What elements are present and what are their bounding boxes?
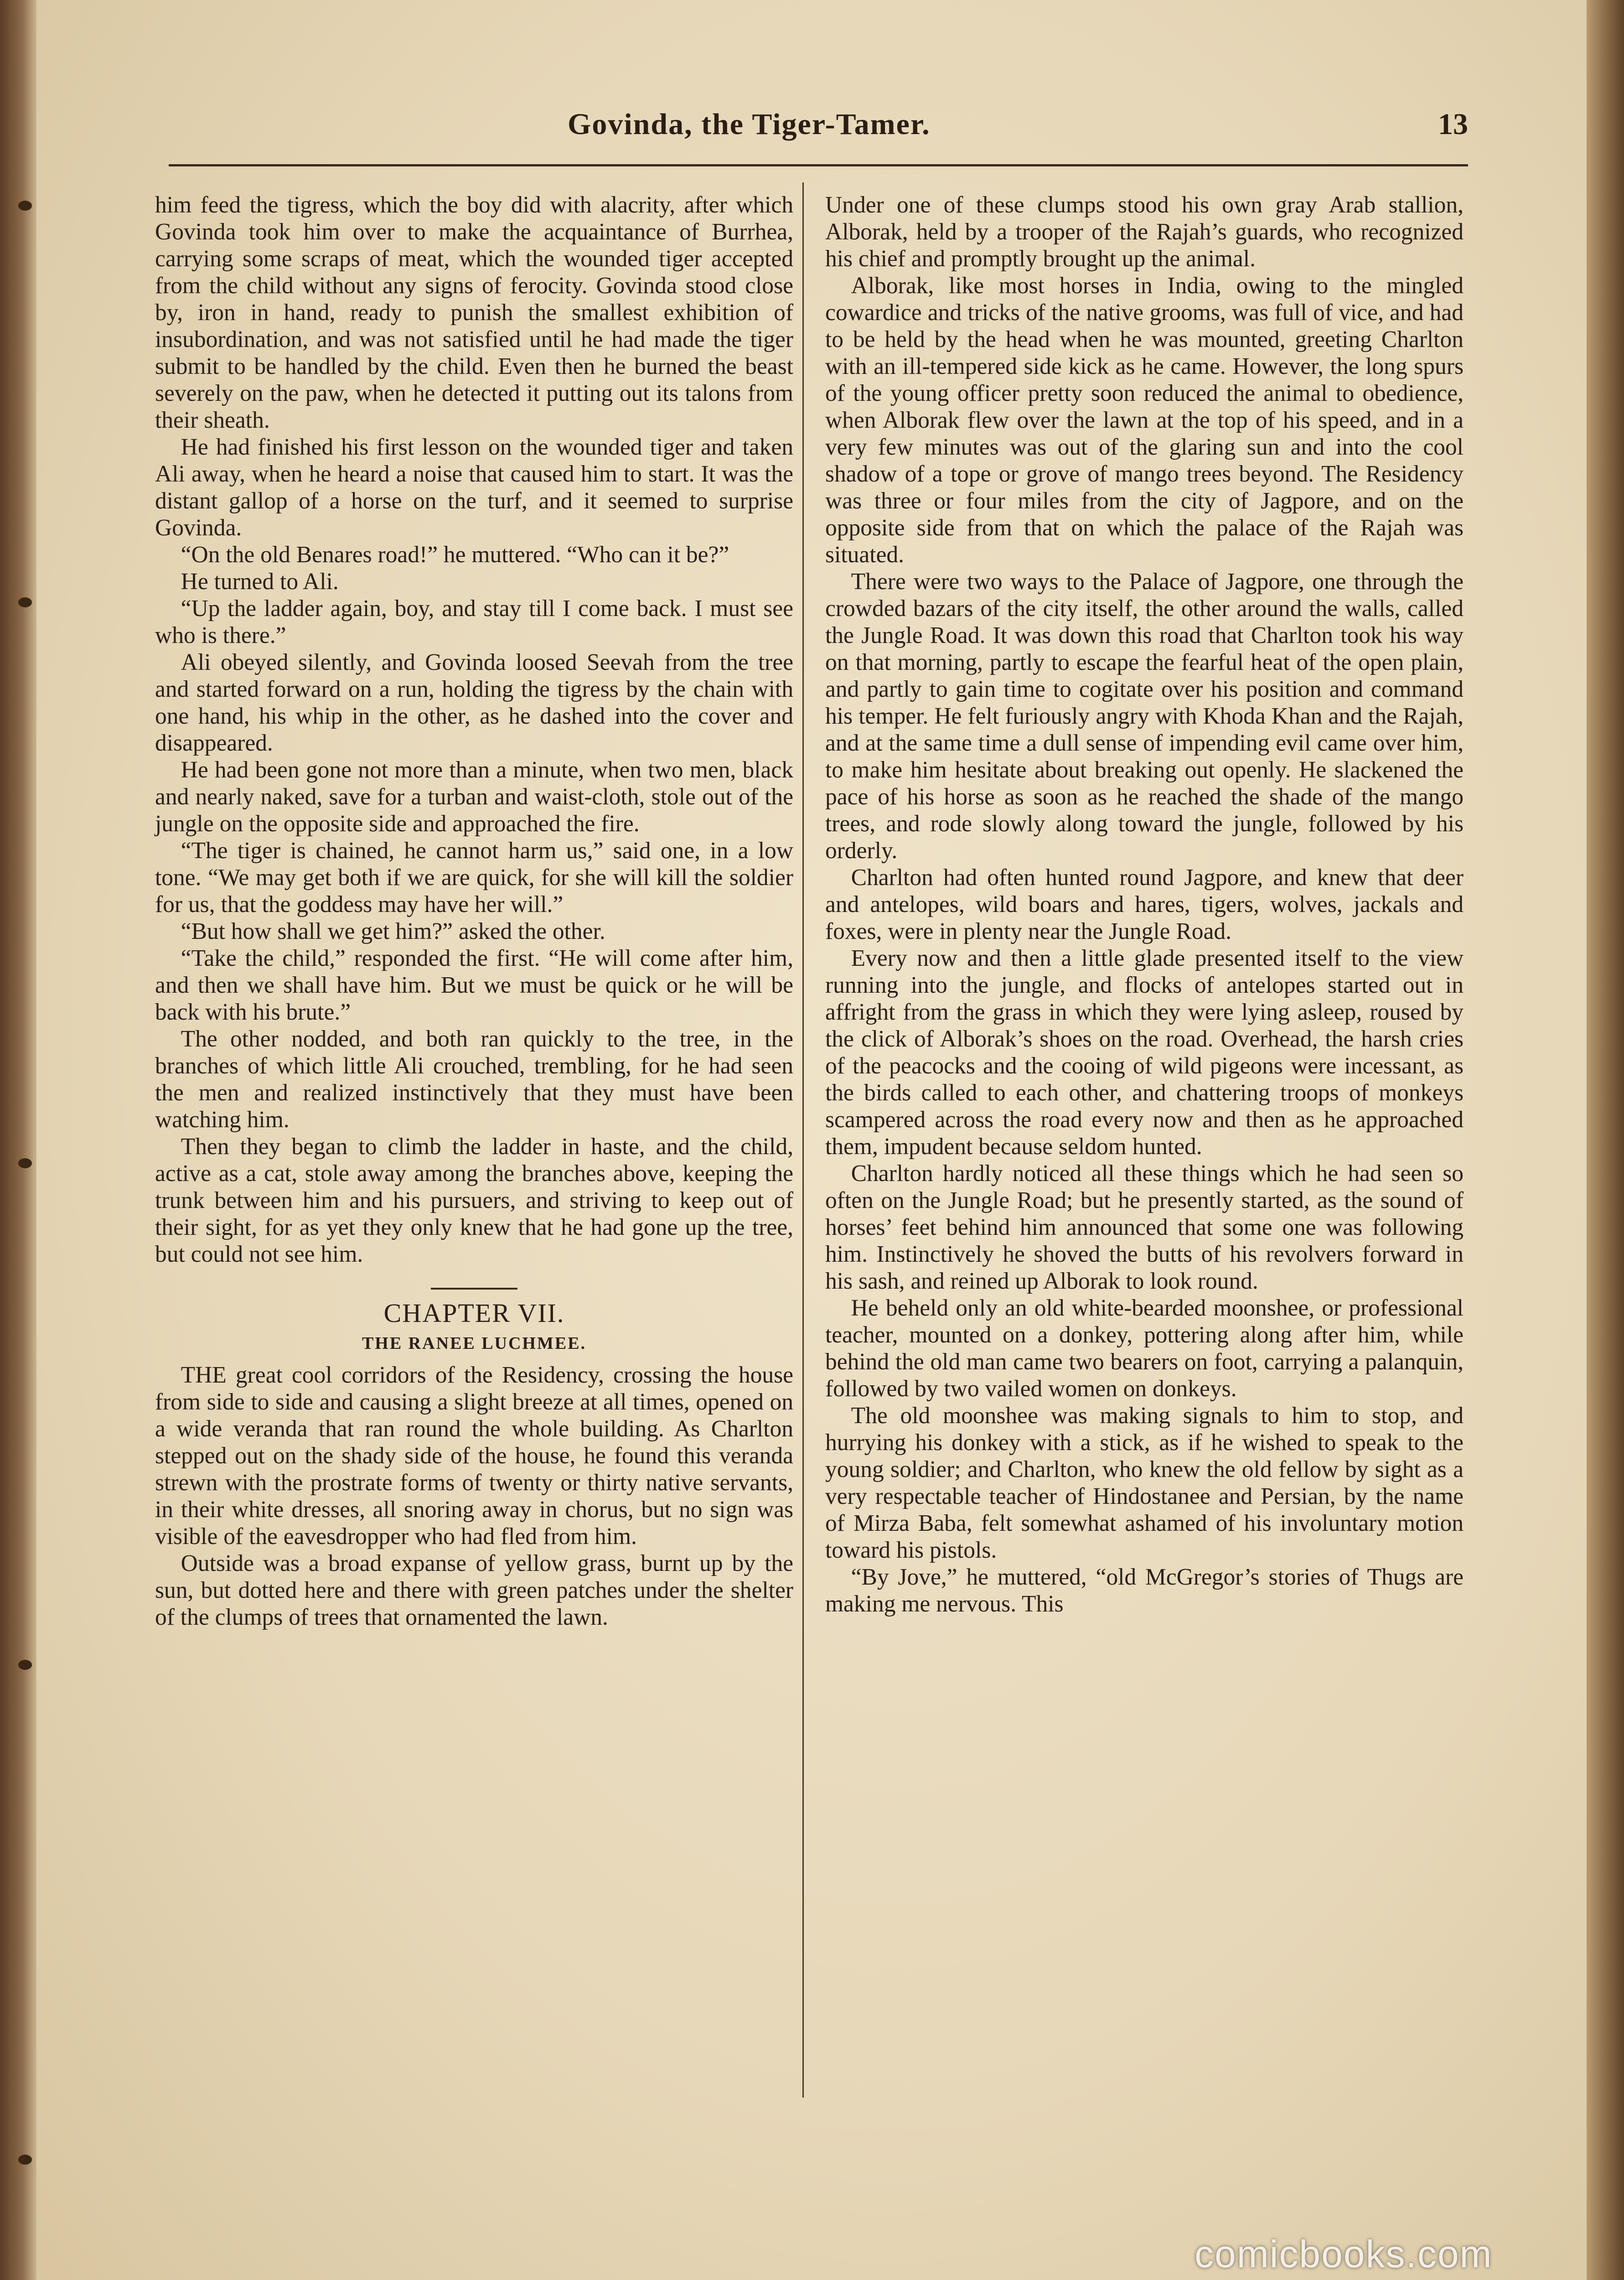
paragraph: The other nodded, and both ran quickly to the tree, in the branches of which little Ali crouched, trembling, for he had seen the men and realized instinctively that they must have been watching him. <box>155 1026 793 1133</box>
watermark: comicbooks.com <box>1195 2233 1493 2275</box>
paragraph: Every now and then a little glade presented itself to the view running into the jungle, and flocks of antelopes started out in affright from the grass in which they were lying asleep, roused by the click of Alborak’s shoes on the road. Overhead, the harsh cries of the peacocks and the cooing of wild pigeons were incessant, as the birds called to each other, and chattering troops of monkeys scampered across the road every now and then as he approached them, impudent because seldom hunted. <box>825 945 1464 1160</box>
paragraph: He turned to Ali. <box>181 569 339 595</box>
paragraph: THE great cool corridors of the Residency, crossing the house from side to side and causing a slight breeze at all times, opened on a wide veranda that ran round the whole building. As Charlton stepped out on the shady side of the house, he found this veranda strewn with the prostrate forms of twenty or thirty native servants, in their white dresses, all snoring away in chorus, but no sign was visible of the eavesdropper who had fled from him. <box>155 1362 793 1549</box>
binding-hole <box>18 201 32 211</box>
page-edge-shadow <box>1587 0 1624 2280</box>
chapter-subtitle: THE RANEE LUCHMEE. <box>362 1334 587 1353</box>
paragraph: He beheld only an old white-bearded moonshee, or professional teacher, mounted on a donkey, pottering along after him, while behind the old man came two bearers on foot, carrying a palanquin, followed by two vailed women on donkeys. <box>825 1295 1464 1402</box>
right-column <box>825 192 1464 1617</box>
left-column <box>155 192 793 1631</box>
paragraph: Charlton hardly noticed all these things which he had seen so often on the Jungle Road; but he presently started, as the sound of horses’ feet behind him announced that some one was following him. Instinctively he shoved the butts of his revolvers forward in his sash, and reined up Alborak to look round. <box>825 1161 1464 1294</box>
paragraph: “Up the ladder again, boy, and stay till I come back. I must see who is there.” <box>155 596 793 648</box>
paragraph: There were two ways to the Palace of Jagpore, one through the crowded bazars of the city itself, the other around the walls, called the Jungle Road. It was down this road that Charlton took his way on that morning, partly to escape the fearful heat of the open plain, and partly to gain time to cogitate over his position and command his temper. He felt furiously angry with Khoda Khan and the Rajah, and at the same time a dull sense of impending evil came over him, to make him hesitate about breaking out openly. He slackened the pace of his horse as soon as he reached the shade of the mango trees, and rode slowly along toward the jungle, followed by his orderly. <box>825 569 1464 864</box>
chapter-title: CHAPTER VII. <box>383 1298 565 1328</box>
paragraph: “By Jove,” he muttered, “old McGregor’s stories of Thugs are making me nervous. This <box>825 1564 1464 1617</box>
paragraph: Under one of these clumps stood his own gray Arab stallion, Alborak, held by a trooper of the Rajah’s guards, who recognized his chief and promptly brought up the animal. <box>825 192 1464 272</box>
binding-hole <box>18 2155 32 2165</box>
book-spine <box>0 0 36 2280</box>
paragraph: Outside was a broad expanse of yellow grass, burnt up by the sun, but dotted here and there with green patches under the shelter of the clumps of trees that ornamented the lawn. <box>155 1550 793 1630</box>
page-number: 13 <box>1438 108 1468 141</box>
paragraph: him feed the tigress, which the boy did with alacrity, after which Govinda took him over to make the acquaintance of Burrhea, carrying some scraps of meat, which the wounded tiger accepted from the child without any signs of ferocity. Govinda stood close by, iron in hand, ready to punish the smallest exhibition of insubordination, and was not satisfied until he had made the tiger submit to be handled by the child. Even then he burned the beast severely on the paw, when he detected it putting out its talons from their sheath. <box>155 192 793 433</box>
paragraph: “But how shall we get him?” asked the other. <box>181 918 605 944</box>
binding-hole <box>18 1660 32 1670</box>
paragraph: Charlton had often hunted round Jagpore, and knew that deer and antelopes, wild boars and hares, tigers, wolves, jackals and foxes, were in plenty near the Jungle Road. <box>825 865 1464 944</box>
paragraph: “The tiger is chained, he cannot harm us,” said one, in a low tone. “We may get both if we are quick, for she will kill the soldier for us, that the goddess may have her will.” <box>155 838 793 917</box>
column-divider <box>802 182 804 2098</box>
paragraph: “Take the child,” responded the first. “He will come after him, and then we shall have him. But we must be quick or he will be back with his brute.” <box>155 945 793 1025</box>
paragraph: Ali obeyed silently, and Govinda loosed Seevah from the tree and started forward on a run, holding the tigress by the chain with one hand, his whip in the other, as he dashed into the cover and disappeared. <box>155 649 793 756</box>
chapter-divider <box>431 1288 517 1290</box>
paragraph: He had been gone not more than a minute, when two men, black and nearly naked, save for a turban and waist-cloth, stole out of the jungle on the opposite side and approached the fire. <box>155 757 793 837</box>
page-header <box>137 107 1468 162</box>
paragraph: Alborak, like most horses in India, owing to the mingled cowardice and tricks of the native grooms, was full of vice, and had to be held by the head when he was mounted, greeting Charlton with an ill-tempered side kick as he came. However, the long spurs of the young officer pretty soon reduced the animal to obedience, when Alborak flew over the lawn at the top of his speed, and in a very few minutes was out of the glaring sun and into the cool shadow of a tope or grove of mango trees beyond. The Residency was three or four miles from the city of Jagpore, and on the opposite side from that on which the palace of the Rajah was situated. <box>825 273 1464 568</box>
paragraph: “On the old Benares road!” he muttered. “Who can it be?” <box>181 542 729 568</box>
binding-hole <box>18 1158 32 1168</box>
running-title: Govinda, the Tiger-Tamer. <box>568 108 931 141</box>
header-rule <box>169 164 1468 166</box>
binding-hole <box>18 597 32 607</box>
paragraph: Then they began to climb the ladder in haste, and the child, active as a cat, stole away among the branches above, keeping the trunk between him and his pursuers, and striving to keep out of their sight, for as yet they only knew that he had gone up the tree, but could not see him. <box>155 1134 793 1267</box>
paragraph: He had finished his first lesson on the wounded tiger and taken Ali away, when he heard a noise that caused him to start. It was the distant gallop of a horse on the turf, and it seemed to surprise Govinda. <box>155 434 793 541</box>
paragraph: The old moonshee was making signals to him to stop, and hurrying his donkey with a stick, as if he wished to speak to the young soldier; and Charlton, who knew the old fellow by sight as a very respectable teacher of Hindostanee and Persian, by the name of Mirza Baba, felt somewhat ashamed of his involuntary motion toward his pistols. <box>825 1403 1464 1563</box>
